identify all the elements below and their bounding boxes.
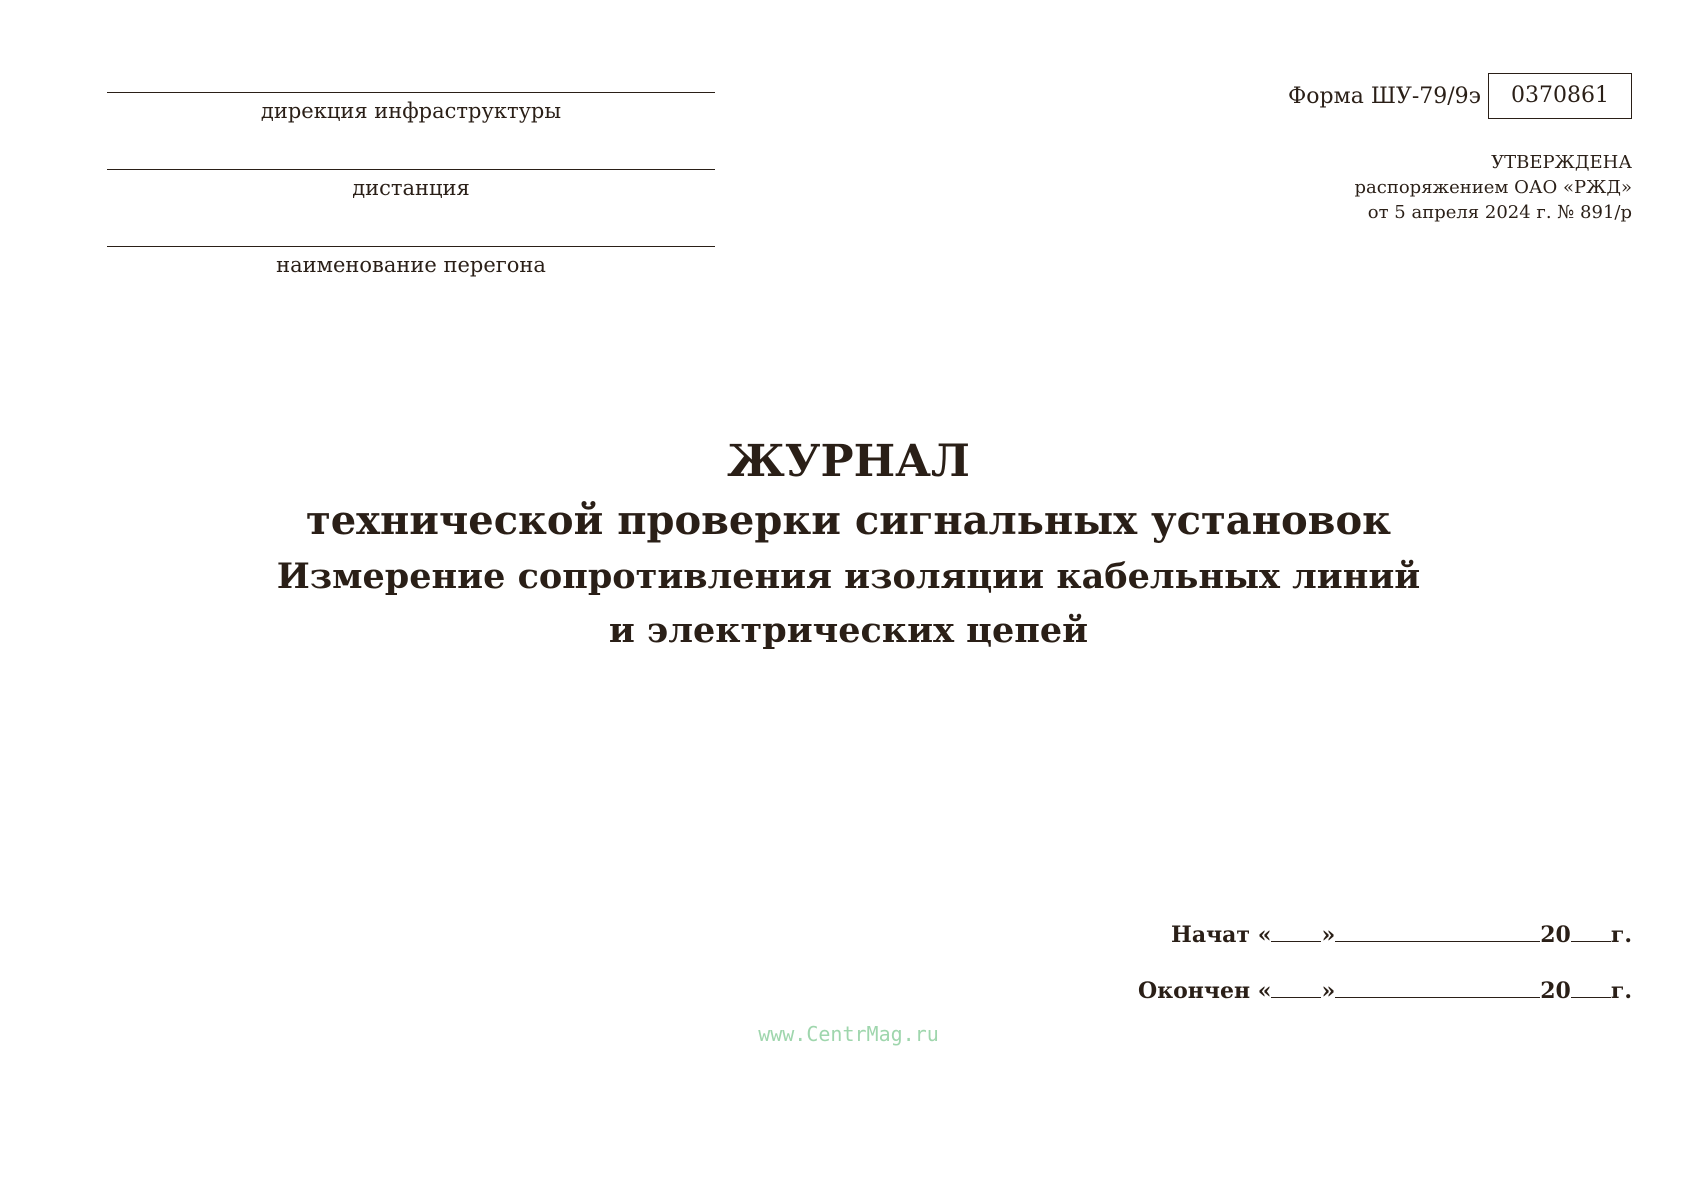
month-blank[interactable] [1335,979,1540,998]
section-name-field [107,224,715,279]
month-blank[interactable] [1335,923,1540,942]
year-blank[interactable] [1571,923,1611,942]
quote-close: » [1321,922,1336,948]
started-label: Начат « [1171,922,1272,948]
year-blank[interactable] [1571,979,1611,998]
day-blank[interactable] [1271,979,1321,998]
century-prefix: 20 [1540,978,1571,1004]
approval-line: распоряжением ОАО «РЖД» [1354,177,1632,198]
title-main: ЖУРНАЛ [727,436,970,487]
year-suffix: г. [1610,978,1632,1004]
watermark: www.CentrMag.ru [758,1022,939,1046]
form-code [1288,73,1632,119]
form-number-box: 0370861 [1488,73,1632,119]
document-title [0,432,1697,658]
distance-field [107,147,715,202]
year-suffix: г. [1610,922,1632,948]
started-date-row [1138,920,1632,950]
field-caption: дирекция инфраструктуры [260,99,562,123]
title-subtitle: технической проверки сигнальных установок [305,497,1392,544]
header-fields [107,70,715,301]
approval-stamp-text [1355,150,1633,225]
approval-line: от 5 апреля 2024 г. № 891/р [1367,202,1632,223]
finished-date-row [1138,976,1632,1006]
journal-dates [1138,920,1632,1032]
infrastructure-directorate-field [107,70,715,125]
field-caption: наименование перегона [276,253,546,277]
fill-in-line[interactable] [107,224,715,247]
approval-line: УТВЕРЖДЕНА [1491,152,1632,173]
title-line: Измерение сопротивления изоляции кабельных линий [276,556,1421,597]
field-caption: дистанция [352,176,470,200]
fill-in-line[interactable] [107,147,715,170]
form-label: Форма ШУ-79/9э [1288,83,1482,109]
title-line: и электрических цепей [608,610,1089,651]
day-blank[interactable] [1271,923,1321,942]
fill-in-line[interactable] [107,70,715,93]
century-prefix: 20 [1540,922,1571,948]
finished-label: Окончен « [1138,978,1272,1004]
quote-close: » [1321,978,1336,1004]
